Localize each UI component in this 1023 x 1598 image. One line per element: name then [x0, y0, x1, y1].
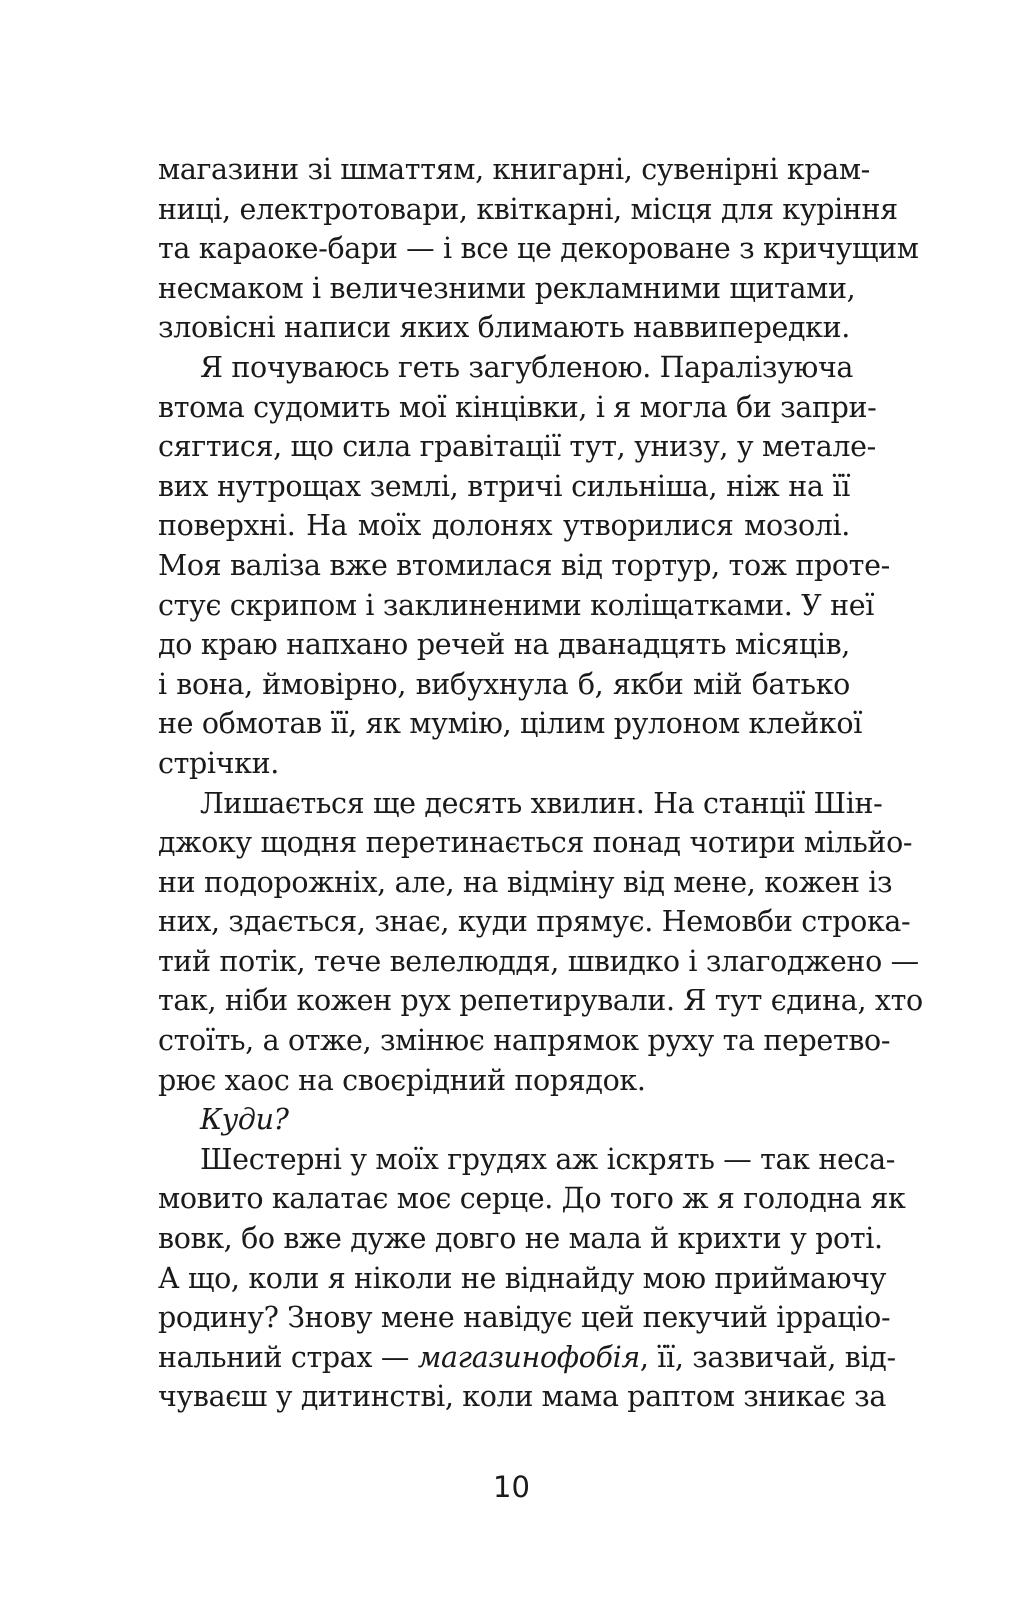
page-number: 10	[493, 1470, 530, 1504]
text-line: зловісні написи яких блимають наввипередки.	[158, 311, 850, 345]
text-line: вовк, бо вже дуже довго не мала й крихти у роті.	[158, 1222, 883, 1256]
text-line: тий потік, тече велелюддя, швидко і злагоджено —	[158, 944, 919, 978]
text-line: ниці, електротовари, квіткарні, місця для куріння	[158, 192, 898, 226]
text-line: А що, коли я ніколи не віднайду мою приймаючу	[158, 1261, 887, 1295]
text-line: чуваєш у дитинстві, коли мама раптом зникає за	[158, 1380, 886, 1414]
text-line: Моя валіза вже втомилася від тортур, тож проте-	[158, 548, 890, 582]
page-body	[158, 150, 923, 1417]
text-line: ни подорожніх, але, на відміну від мене, кожен із	[158, 865, 893, 899]
text-line: рює хаос на своєрідний порядок.	[158, 1063, 646, 1097]
text-line-with-emphasis	[158, 1338, 896, 1378]
text-line: Лишається ще десять хвилин. На станції Шін-	[200, 786, 883, 820]
text-line: стоїть, а отже, змінює напрямок руху та перетво-	[158, 1024, 891, 1058]
text-line: мовито калатає моє серце. До того ж я голодна як	[158, 1182, 906, 1216]
text-line: сягтися, що сила гравітації тут, унизу, у металe-	[158, 430, 876, 464]
text-line: так, ніби кожен рух репетирували. Я тут єдина, хто	[158, 984, 923, 1018]
text-line: стує скрипом і заклиненими коліщатками. У неї	[158, 588, 875, 622]
text-line: несмаком і величезними рекламними щитами,	[158, 271, 856, 305]
text-line: магазини зі шматтям, книгарні, сувенірні крам-	[158, 153, 870, 186]
text-line: поверхні. На моїх долонях утворилися мозолі.	[158, 509, 850, 543]
text-line: родину? Знову мене навідує цей пекучий ірраціо-	[158, 1301, 891, 1335]
text-line: і вона, ймовірно, вибухнула б, якби мій батько	[158, 667, 850, 701]
text-line: джоку щодня перетинається понад чотири мільйо-	[158, 826, 913, 860]
emphasis-term: магазинофобія	[417, 1340, 640, 1374]
text-line: стрічки.	[158, 746, 279, 780]
text-fragment: , її, зазвичай, від-	[639, 1340, 896, 1374]
text-line: Я почуваюсь геть загубленою. Паралізуюча	[200, 350, 854, 384]
text-line: вих нутрощах землі, втричі сильніша, ніж на її	[158, 469, 850, 503]
text-line: до краю напхано речей на дванадцять місяців,	[158, 628, 850, 662]
text-line: не обмотав її, як мумію, цілим рулоном клейкої	[158, 707, 862, 741]
text-line: та караоке-бари — і все це декороване з кричущим	[158, 232, 919, 266]
italic-heading-line: Куди?	[200, 1103, 289, 1137]
text-line: них, здається, знає, куди прямує. Немовби строка-	[158, 905, 911, 939]
text-fragment: нальний страх —	[158, 1340, 418, 1374]
text-line: Шестерні у моїх грудях аж іскрять — так неса-	[200, 1142, 896, 1176]
text-line: втома судомить мої кінцівки, і я могла би запри-	[158, 390, 877, 424]
